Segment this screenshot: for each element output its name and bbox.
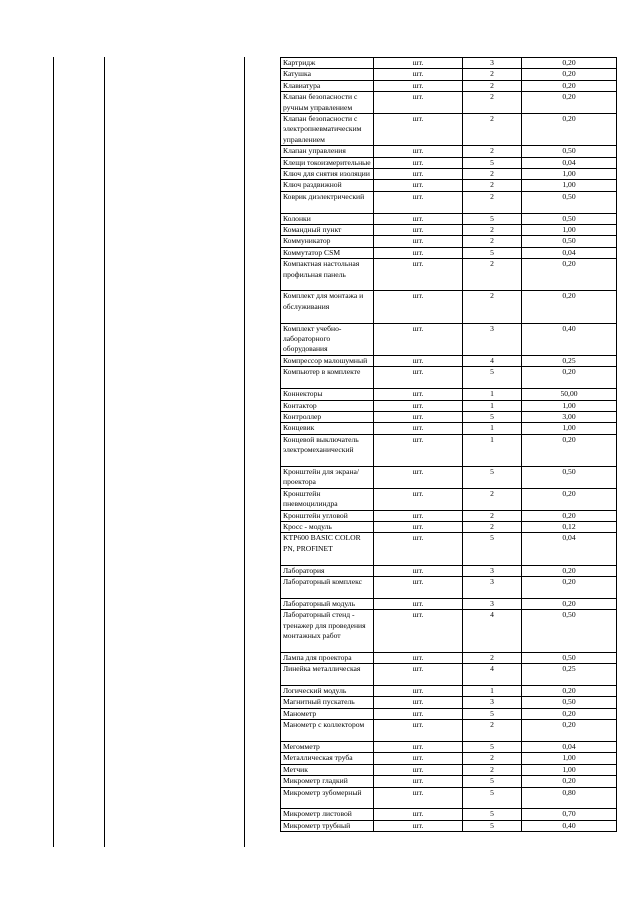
item-value: 0,20 xyxy=(522,259,617,291)
item-quantity: 2 xyxy=(463,80,522,91)
table-row xyxy=(281,664,617,686)
item-name: Контроллер xyxy=(281,411,374,422)
item-name: Микрометр трубный xyxy=(281,820,374,831)
item-quantity: 1 xyxy=(463,400,522,411)
table-row xyxy=(281,720,617,742)
item-value: 0,70 xyxy=(522,809,617,820)
item-value: 0,20 xyxy=(522,708,617,719)
item-name: Концевик xyxy=(281,423,374,434)
item-value: 0,20 xyxy=(522,58,617,69)
item-quantity: 1 xyxy=(463,423,522,434)
item-name: Комплект учебно-лабораторного оборудования xyxy=(281,323,374,355)
item-name: Логический модуль xyxy=(281,685,374,696)
item-unit: шт. xyxy=(374,400,463,411)
item-value: 0,20 xyxy=(522,720,617,742)
item-quantity: 3 xyxy=(463,58,522,69)
item-quantity: 5 xyxy=(463,533,522,565)
table-row xyxy=(281,697,617,708)
item-quantity: 5 xyxy=(463,466,522,488)
item-unit: шт. xyxy=(374,697,463,708)
table-row xyxy=(281,510,617,521)
item-unit: шт. xyxy=(374,191,463,213)
item-quantity: 2 xyxy=(463,236,522,247)
item-unit: шт. xyxy=(374,323,463,355)
item-unit: шт. xyxy=(374,259,463,291)
table-row xyxy=(281,236,617,247)
table-row xyxy=(281,411,617,422)
item-quantity: 3 xyxy=(463,565,522,576)
item-name: Концевой выключатель электромеханический xyxy=(281,434,374,466)
item-value: 0,12 xyxy=(522,521,617,532)
item-unit: шт. xyxy=(374,291,463,323)
item-unit: шт. xyxy=(374,157,463,168)
item-unit: шт. xyxy=(374,488,463,510)
item-unit: шт. xyxy=(374,169,463,180)
item-quantity: 2 xyxy=(463,259,522,291)
table-row xyxy=(281,389,617,400)
item-value: 0,50 xyxy=(522,610,617,653)
item-name: Лабораторный стенд - тренажер для проведения монтажных работ xyxy=(281,610,374,653)
item-value: 1,00 xyxy=(522,169,617,180)
table-row xyxy=(281,787,617,809)
table-row xyxy=(281,488,617,510)
table-row xyxy=(281,180,617,191)
item-unit: шт. xyxy=(374,423,463,434)
item-value: 0,20 xyxy=(522,598,617,609)
item-quantity: 2 xyxy=(463,146,522,157)
item-value: 0,20 xyxy=(522,776,617,787)
item-unit: шт. xyxy=(374,114,463,146)
item-unit: шт. xyxy=(374,58,463,69)
inventory-table xyxy=(280,57,617,832)
item-name: Кронштейн угловой xyxy=(281,510,374,521)
item-quantity: 2 xyxy=(463,180,522,191)
item-name: Коврик диэлектрический xyxy=(281,191,374,213)
table-row xyxy=(281,776,617,787)
item-unit: шт. xyxy=(374,664,463,686)
item-quantity: 2 xyxy=(463,488,522,510)
table-row xyxy=(281,58,617,69)
item-quantity: 5 xyxy=(463,411,522,422)
item-quantity: 5 xyxy=(463,787,522,809)
item-unit: шт. xyxy=(374,213,463,224)
table-row xyxy=(281,652,617,663)
table-row xyxy=(281,533,617,565)
item-name: Комплект для монтажа и обслуживания xyxy=(281,291,374,323)
table-row xyxy=(281,466,617,488)
table-row xyxy=(281,598,617,609)
item-name: Лабораторный комплекс xyxy=(281,576,374,598)
item-value: 0,20 xyxy=(522,367,617,389)
item-unit: шт. xyxy=(374,389,463,400)
item-name: Метчик xyxy=(281,764,374,775)
item-value: 0,20 xyxy=(522,69,617,80)
item-value: 3,00 xyxy=(522,411,617,422)
table-row xyxy=(281,157,617,168)
item-unit: шт. xyxy=(374,685,463,696)
table-row xyxy=(281,323,617,355)
item-name: KTP600 BASIC COLOR PN, PROFINET xyxy=(281,533,374,565)
table-row xyxy=(281,753,617,764)
item-name: Манометр с коллектором xyxy=(281,720,374,742)
item-unit: шт. xyxy=(374,92,463,114)
item-unit: шт. xyxy=(374,434,463,466)
item-quantity: 2 xyxy=(463,521,522,532)
item-name: Колонки xyxy=(281,213,374,224)
item-quantity: 5 xyxy=(463,741,522,752)
item-unit: шт. xyxy=(374,598,463,609)
item-quantity: 5 xyxy=(463,247,522,258)
item-name: Микрометр гладкий xyxy=(281,776,374,787)
item-value: 0,50 xyxy=(522,146,617,157)
item-name: Кронштейн пневмоцилиндра xyxy=(281,488,374,510)
item-quantity: 2 xyxy=(463,225,522,236)
item-unit: шт. xyxy=(374,720,463,742)
table-row xyxy=(281,809,617,820)
item-value: 0,20 xyxy=(522,565,617,576)
item-quantity: 5 xyxy=(463,367,522,389)
item-unit: шт. xyxy=(374,753,463,764)
table-row xyxy=(281,225,617,236)
item-quantity: 5 xyxy=(463,157,522,168)
left-margin-line-2 xyxy=(104,57,105,847)
item-value: 1,00 xyxy=(522,180,617,191)
item-unit: шт. xyxy=(374,367,463,389)
item-value: 0,20 xyxy=(522,291,617,323)
item-value: 0,50 xyxy=(522,236,617,247)
item-unit: шт. xyxy=(374,247,463,258)
item-quantity: 2 xyxy=(463,291,522,323)
table-row xyxy=(281,114,617,146)
table-row xyxy=(281,92,617,114)
item-unit: шт. xyxy=(374,355,463,366)
item-value: 0,50 xyxy=(522,466,617,488)
item-name: Металлическая труба xyxy=(281,753,374,764)
item-unit: шт. xyxy=(374,809,463,820)
item-value: 0,20 xyxy=(522,80,617,91)
item-value: 1,00 xyxy=(522,400,617,411)
item-quantity: 4 xyxy=(463,664,522,686)
item-name: Коммуникатор xyxy=(281,236,374,247)
item-unit: шт. xyxy=(374,820,463,831)
table-row xyxy=(281,610,617,653)
item-name: Манометр xyxy=(281,708,374,719)
item-unit: шт. xyxy=(374,236,463,247)
item-name: Лаборатория xyxy=(281,565,374,576)
item-value: 0,20 xyxy=(522,488,617,510)
item-name: Ключ для снятия изоляции xyxy=(281,169,374,180)
table-row xyxy=(281,191,617,213)
item-quantity: 2 xyxy=(463,753,522,764)
table-row xyxy=(281,355,617,366)
table-row xyxy=(281,400,617,411)
item-quantity: 1 xyxy=(463,685,522,696)
item-name: Катушка xyxy=(281,69,374,80)
item-quantity: 5 xyxy=(463,776,522,787)
item-quantity: 2 xyxy=(463,764,522,775)
item-quantity: 5 xyxy=(463,708,522,719)
item-unit: шт. xyxy=(374,521,463,532)
item-name: Компрессор малошумный xyxy=(281,355,374,366)
item-unit: шт. xyxy=(374,708,463,719)
item-value: 1,00 xyxy=(522,225,617,236)
item-name: Кросс - модуль xyxy=(281,521,374,532)
item-name: Линейка металлическая xyxy=(281,664,374,686)
item-quantity: 5 xyxy=(463,820,522,831)
item-name: Магнитный пускатель xyxy=(281,697,374,708)
item-value: 0,20 xyxy=(522,92,617,114)
item-quantity: 1 xyxy=(463,434,522,466)
item-unit: шт. xyxy=(374,565,463,576)
item-value: 0,25 xyxy=(522,664,617,686)
item-quantity: 2 xyxy=(463,69,522,80)
item-unit: шт. xyxy=(374,741,463,752)
item-value: 0,40 xyxy=(522,820,617,831)
item-value: 1,00 xyxy=(522,764,617,775)
item-unit: шт. xyxy=(374,787,463,809)
item-quantity: 5 xyxy=(463,213,522,224)
item-unit: шт. xyxy=(374,533,463,565)
item-value: 0,20 xyxy=(522,576,617,598)
item-unit: шт. xyxy=(374,510,463,521)
item-value: 0,20 xyxy=(522,510,617,521)
item-value: 0,50 xyxy=(522,213,617,224)
item-value: 0,50 xyxy=(522,191,617,213)
table-row xyxy=(281,80,617,91)
item-unit: шт. xyxy=(374,610,463,653)
table-row xyxy=(281,169,617,180)
table-row xyxy=(281,291,617,323)
table-row xyxy=(281,69,617,80)
item-quantity: 2 xyxy=(463,114,522,146)
left-margin-line-3 xyxy=(244,57,245,847)
item-value: 0,04 xyxy=(522,741,617,752)
item-quantity: 3 xyxy=(463,598,522,609)
table-row xyxy=(281,521,617,532)
item-name: Лампа для проектора xyxy=(281,652,374,663)
item-value: 0,40 xyxy=(522,323,617,355)
item-value: 0,20 xyxy=(522,685,617,696)
item-name: Клапан управления xyxy=(281,146,374,157)
item-value: 0,04 xyxy=(522,533,617,565)
table-row xyxy=(281,434,617,466)
item-name: Картридж xyxy=(281,58,374,69)
item-unit: шт. xyxy=(374,225,463,236)
item-value: 0,20 xyxy=(522,434,617,466)
item-name: Микрометр листовой xyxy=(281,809,374,820)
table-row xyxy=(281,259,617,291)
table-body xyxy=(281,58,617,832)
table-row xyxy=(281,764,617,775)
table-row xyxy=(281,741,617,752)
item-quantity: 4 xyxy=(463,610,522,653)
table-row xyxy=(281,367,617,389)
item-value: 0,20 xyxy=(522,114,617,146)
table-row xyxy=(281,565,617,576)
item-quantity: 2 xyxy=(463,191,522,213)
left-margin-line-1 xyxy=(53,57,54,847)
item-value: 0,25 xyxy=(522,355,617,366)
item-unit: шт. xyxy=(374,69,463,80)
item-name: Ключ раздвижной xyxy=(281,180,374,191)
item-name: Контактор xyxy=(281,400,374,411)
item-name: Клещи токоизмерительные xyxy=(281,157,374,168)
item-value: 0,50 xyxy=(522,697,617,708)
item-quantity: 3 xyxy=(463,576,522,598)
item-unit: шт. xyxy=(374,576,463,598)
table-row xyxy=(281,247,617,258)
item-value: 0,50 xyxy=(522,652,617,663)
item-name: Коннекторы xyxy=(281,389,374,400)
item-name: Клапан безопасности с электропневматическим управлением xyxy=(281,114,374,146)
item-quantity: 2 xyxy=(463,720,522,742)
item-quantity: 4 xyxy=(463,355,522,366)
item-unit: шт. xyxy=(374,776,463,787)
item-quantity: 2 xyxy=(463,510,522,521)
item-name: Мегомметр xyxy=(281,741,374,752)
item-name: Клавиатура xyxy=(281,80,374,91)
item-unit: шт. xyxy=(374,80,463,91)
item-name: Лабораторный модуль xyxy=(281,598,374,609)
table-row xyxy=(281,820,617,831)
item-quantity: 2 xyxy=(463,169,522,180)
item-quantity: 3 xyxy=(463,697,522,708)
item-unit: шт. xyxy=(374,411,463,422)
item-unit: шт. xyxy=(374,466,463,488)
item-name: Компьютер в комплекте xyxy=(281,367,374,389)
table-row xyxy=(281,576,617,598)
item-name: Командный пункт xyxy=(281,225,374,236)
item-value: 0,04 xyxy=(522,247,617,258)
item-value: 0,80 xyxy=(522,787,617,809)
item-name: Микрометр зубомерный xyxy=(281,787,374,809)
item-unit: шт. xyxy=(374,180,463,191)
item-value: 1,00 xyxy=(522,753,617,764)
item-quantity: 1 xyxy=(463,389,522,400)
item-unit: шт. xyxy=(374,764,463,775)
table-row xyxy=(281,423,617,434)
item-name: Компактная настольная профильная панель xyxy=(281,259,374,291)
item-quantity: 2 xyxy=(463,92,522,114)
table-row xyxy=(281,213,617,224)
item-name: Клапан безопасности с ручным управлением xyxy=(281,92,374,114)
item-unit: шт. xyxy=(374,652,463,663)
item-name: Кронштейн для экрана/ проектора xyxy=(281,466,374,488)
item-quantity: 5 xyxy=(463,809,522,820)
item-value: 50,00 xyxy=(522,389,617,400)
item-value: 1,00 xyxy=(522,423,617,434)
table-row xyxy=(281,708,617,719)
item-unit: шт. xyxy=(374,146,463,157)
item-quantity: 3 xyxy=(463,323,522,355)
table-row xyxy=(281,685,617,696)
item-value: 0,04 xyxy=(522,157,617,168)
table-row xyxy=(281,146,617,157)
item-name: Коммутатор CSM xyxy=(281,247,374,258)
item-quantity: 2 xyxy=(463,652,522,663)
